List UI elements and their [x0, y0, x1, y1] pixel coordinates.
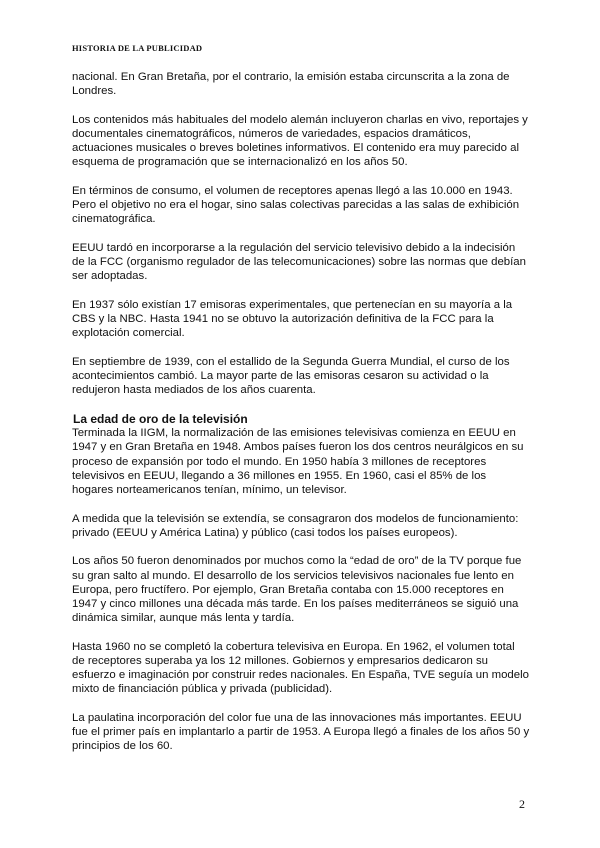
paragraph: En términos de consumo, el volumen de receptores apenas llegó a las 10.000 en 1943. Pero el objetivo no era el hogar, sino salas colectivas parecidas a las salas de exhibición cinematográfica.: [72, 185, 520, 226]
paragraph: Hasta 1960 no se completó la cobertura televisiva en Europa. En 1962, el volumen total de receptores superaba ya los 12 millones. Gobiernos y empresarios dedicaron su esfuerzo e imaginación por construir redes nacionales. En España, TVE seguía un modelo mixto de financiación pública y privada (publicidad).: [72, 640, 529, 696]
paragraph: En septiembre de 1939, con el estallido de la Segunda Guerra Mundial, el curso de los acontecimientos cambió. La mayor parte de las emisoras cesaron su actividad o la redujeron hasta mediados de los años cuarenta.: [72, 356, 510, 397]
page-number: 2: [519, 797, 525, 811]
section-heading: La edad de oro de la televisión: [73, 412, 248, 426]
paragraph: La paulatina incorporación del color fue una de las innovaciones más importantes. EEUU fue el primer país en implantarlo a partir de 1953. A Europa llegó a finales de los años 50 y principios de los 60.: [72, 712, 530, 753]
paragraph: Los contenidos más habituales del modelo alemán incluyeron charlas en vivo, reportajes y documentales cinematográficos, números de variedades, espacios dramáticos, actuaciones musicales o breves boletines informativos. El contenido era muy parecido al esquema de programación que se internacionalizó en los años 50.: [72, 113, 528, 169]
paragraph: EEUU tardó en incorporarse a la regulación del servicio televisivo debido a la indecisión de la FCC (organismo regulador de las telecomunicaciones) sobre las normas que debían ser adoptadas.: [72, 242, 526, 283]
paragraph: Terminada la IIGM, la normalización de las emisiones televisivas comienza en EEUU en 1947 y en Gran Bretaña en 1948. Ambos países fueron los dos centros neurálgicos en su proceso de expansión por todo el mundo. En 1950 había 3 millones de receptores televisivos en EEUU, llegando a 36 millones en 1955. En 1960, casi el 85% de los hogares norteamericanos tenían, mínimo, un televisor.: [72, 427, 524, 497]
body-text: [72, 70, 530, 768]
paragraph: nacional. En Gran Bretaña, por el contrario, la emisión estaba circunscrita a la zona de Londres.: [72, 71, 510, 98]
paragraph: En 1937 sólo existían 17 emisoras experimentales, que pertenecían en su mayoría a la CBS y la NBC. Hasta 1941 no se obtuvo la autorización definitiva de la FCC para la explotación comercial.: [72, 299, 513, 340]
paragraph: A medida que la televisión se extendía, se consagraron dos modelos de funcionamiento: privado (EEUU y América Latina) y público (casi todos los países europeos).: [72, 512, 519, 539]
paragraph: Los años 50 fueron denominados por muchos como la “edad de oro” de la TV porque fue su gran salto al mundo. El desarrollo de los servicios televisivos nacionales fue lento en Europa, pero fructífero. Por ejemplo, Gran Bretaña contaba con 15.000 receptores en 1947 y cinco millones una década más tarde. En los países mediterráneos se siguió una dinámica similar, aunque más lenta y tardía.: [72, 555, 522, 625]
running-header: HISTORIA DE LA PUBLICIDAD: [72, 43, 203, 53]
